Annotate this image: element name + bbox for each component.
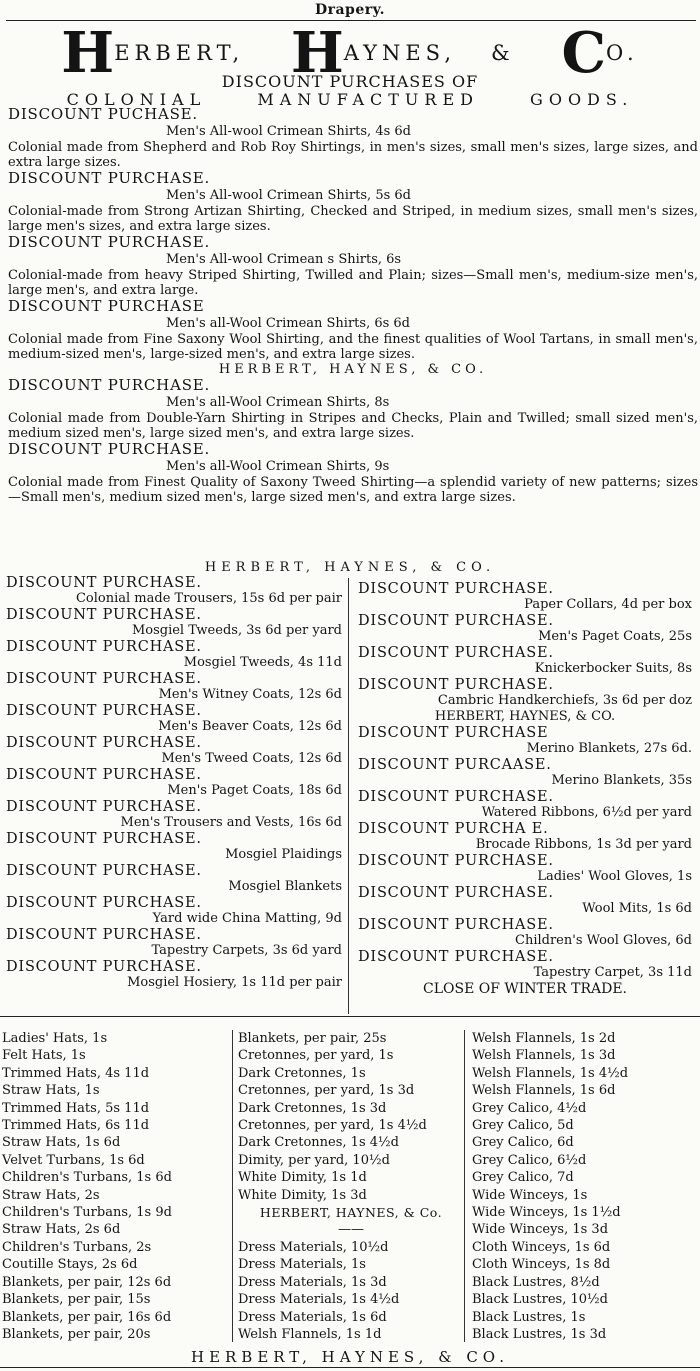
masthead-initial-h2: H <box>290 20 344 86</box>
list-item: Black Lustres, 1s <box>472 1309 586 1325</box>
list-item: Cloth Winceys, 1s 6d <box>472 1239 611 1255</box>
column-item: Men's Paget Coats, 25s <box>538 629 692 644</box>
list-item: Dress Materials, 1s 3d <box>238 1274 387 1290</box>
list-item: Trimmed Hats, 4s 11d <box>2 1065 150 1081</box>
discount-purchase-heading: DISCOUNT PURCHASE. <box>6 863 202 879</box>
discount-purchase-heading: DISCOUNT PURCHASE. <box>6 799 202 815</box>
column-item: Mosgiel Tweeds, 4s 11d <box>183 655 342 670</box>
list-item: Welsh Flannels, 1s 3d <box>472 1048 616 1064</box>
discount-purchase-heading: DISCOUNT PURCHASE. <box>6 767 202 783</box>
left-column <box>6 575 342 991</box>
column-item: Cambric Handkerchiefs, 3s 6d per doz <box>437 693 692 708</box>
column-item: Men's Witney Coats, 12s 6d <box>158 687 342 702</box>
shirt-description: Colonial made from Finest Quality of Saxony Tweed Shirting—a splendid variety of new patterns; sizes—Small men's, medium sized men's, large sized men's, and extra large sizes. <box>8 475 698 505</box>
firm-name-mid: HERBERT, HAYNES, & CO. <box>204 560 496 575</box>
list-item: Children's Turbans, 1s 6d <box>2 1170 172 1186</box>
list-item: Velvet Turbans, 1s 6d <box>2 1152 145 1168</box>
list-separator-dash: —— <box>338 1222 364 1238</box>
discount-purchase-heading: DISCOUNT PURCHASE. <box>8 376 211 394</box>
price-list-flannels-winceys <box>472 1030 698 1343</box>
shirt-description: Colonial-made from Strong Artizan Shirting, Checked and Striped, in medium sizes, small men's sizes, large men's sizes, and extra large sizes. <box>8 204 698 234</box>
shirt-block <box>8 234 698 298</box>
shirt-item: Men's All-wool Crimean Shirts, 4s 6d <box>166 124 411 139</box>
shirt-block <box>8 362 698 441</box>
firm-name: HERBERT, HAYNES, & Co. <box>259 1205 443 1221</box>
column-item: Mosgiel Blankets <box>228 879 342 894</box>
discount-purchase-heading: DISCOUNT PURCHASE. <box>6 703 202 719</box>
list-item: Black Lustres, 8½d <box>472 1274 600 1290</box>
discount-purchase-heading: DISCOUNT PURCHASE. <box>6 959 202 975</box>
list-item: Children's Turbans, 1s 9d <box>2 1205 172 1221</box>
column-item: Children's Wool Gloves, 6d <box>515 933 692 948</box>
discount-purchase-heading: DISCOUNT PURCHASE. <box>358 613 554 629</box>
discount-purchase-heading: DISCOUNT PURCHASE. <box>6 607 202 623</box>
shirt-description: Colonial made from Fine Saxony Wool Shirting, and the finest qualities of Wool Tartans, in small men's, medium-sized men's, large-sized men's, and extra large sizes. <box>8 332 698 362</box>
shirt-item: Men's all-Wool Crimean Shirts, 8s <box>166 395 390 410</box>
masthead-word-herbert: ERBERT, <box>114 41 245 65</box>
discount-purchase-heading: DISCOUNT PURCHASE. <box>6 639 202 655</box>
masthead-word-haynes: AYNES, <box>343 41 456 65</box>
masthead-ampersand: & <box>491 41 515 65</box>
column-item: Tapestry Carpets, 3s 6d yard <box>151 943 342 958</box>
subheading-colonial-goods: COLONIAL MANUFACTURED GOODS. <box>66 90 634 109</box>
bottom-rule <box>0 1367 700 1368</box>
discount-purchase-heading: DISCOUNT PURCHASE. <box>6 927 202 943</box>
discount-purchase-heading: DISCOUNT PURCHASE <box>358 725 549 741</box>
list-top-rule <box>0 1016 700 1017</box>
column-item: Watered Ribbons, 6½d per yard <box>481 805 692 820</box>
list-item: Black Lustres, 1s 3d <box>472 1326 607 1342</box>
masthead-word-co: O. <box>606 41 639 65</box>
masthead-initial-c: C <box>561 20 607 86</box>
discount-purchase-heading: DISCOUNT PURCHASE. <box>358 949 554 965</box>
discount-purchase-heading: DISCOUNT PURCHASE. <box>358 645 554 661</box>
list-divider-1 <box>232 1030 233 1342</box>
right-column <box>358 581 692 997</box>
column-item: Merino Blankets, 27s 6d. <box>526 741 692 756</box>
section-title: Drapery. <box>314 2 386 18</box>
discount-purchase-heading: DISCOUNT PURCHASE. <box>358 885 554 901</box>
list-item: Dark Cretonnes, 1s <box>238 1065 366 1081</box>
column-item: Men's Trousers and Vests, 16s 6d <box>120 815 342 830</box>
column-item: Colonial made Trousers, 15s 6d per pair <box>75 591 342 606</box>
discount-purchase-heading: DISCOUNT PURCHA E. <box>358 821 549 837</box>
column-item: Mosgiel Hosiery, 1s 11d per pair <box>127 975 342 990</box>
close-of-winter-trade: CLOSE OF WINTER TRADE. <box>423 981 627 997</box>
list-item: White Dimity, 1s 3d <box>238 1187 367 1203</box>
column-item: Brocade Ribbons, 1s 3d per yard <box>475 837 692 852</box>
subheading-discount-purchases: DISCOUNT PURCHASES OF <box>221 72 479 91</box>
list-divider-2 <box>464 1030 465 1342</box>
list-item: Blankets, per pair, 12s 6d <box>2 1274 172 1290</box>
list-item: Grey Calico, 6d <box>472 1135 574 1151</box>
column-item: Mosgiel Tweeds, 3s 6d per yard <box>131 623 342 638</box>
list-item: Grey Calico, 4½d <box>472 1100 587 1116</box>
discount-purchase-heading: DISCOUNT PURCHASE. <box>6 831 202 847</box>
price-list-hats-blankets <box>2 1030 228 1343</box>
shirt-item: Men's All-wool Crimean Shirts, 5s 6d <box>166 188 411 203</box>
list-item: Welsh Flannels, 1s 4½d <box>472 1065 629 1081</box>
discount-purchase-heading: DISCOUNT PURCHASE. <box>6 671 202 687</box>
list-item: Wide Winceys, 1s <box>472 1187 588 1203</box>
list-item: Welsh Flannels, 1s 1d <box>238 1326 382 1342</box>
list-item: Wide Winceys, 1s 1½d <box>472 1205 621 1221</box>
list-item: Cretonnes, per yard, 1s 4½d <box>238 1118 427 1134</box>
list-item: Black Lustres, 10½d <box>472 1292 608 1308</box>
list-item: Straw Hats, 1s 6d <box>2 1135 121 1151</box>
list-item: Dress Materials, 1s 6d <box>238 1309 387 1325</box>
discount-purchase-heading: DISCOUNT PURCHASE. <box>358 853 554 869</box>
column-item: Tapestry Carpet, 3s 11d <box>533 965 692 980</box>
column-item: Mosgiel Plaidings <box>225 847 342 862</box>
discount-purchase-heading: DISCOUNT PURCHASE. <box>358 581 554 597</box>
list-item: Blankets, per pair, 16s 6d <box>2 1309 172 1325</box>
shirt-item: Men's All-wool Crimean s Shirts, 6s <box>166 252 402 267</box>
list-item: Trimmed Hats, 5s 11d <box>2 1100 150 1116</box>
column-divider <box>348 578 349 1014</box>
discount-purchase-heading: DISCOUNT PURCHASE. <box>8 233 211 251</box>
discount-purchase-heading: DISCOUNT PURCHASE. <box>8 440 211 458</box>
shirt-block <box>8 170 698 234</box>
list-item: Felt Hats, 1s <box>2 1048 86 1064</box>
list-item: Wide Winceys, 1s 3d <box>472 1222 609 1238</box>
discount-purchase-heading: DISCOUNT PURCHASE. <box>358 917 554 933</box>
footer-firm-name: HERBERT, HAYNES, & CO. <box>190 1348 509 1366</box>
shirt-item: Men's all-Wool Crimean Shirts, 6s 6d <box>166 316 410 331</box>
list-item: Dress Materials, 10½d <box>238 1239 389 1255</box>
list-item: Grey Calico, 5d <box>472 1118 574 1134</box>
list-item: Dress Materials, 1s <box>238 1257 366 1273</box>
discount-purchase-heading: DISCOUNT PURCHASE. <box>6 575 202 591</box>
shirt-description: Colonial made from Shepherd and Rob Roy Shirtings, in men's sizes, small men's sizes, large sizes, and extra large sizes. <box>8 140 698 170</box>
discount-purchase-heading: DISCOUNT PURCHASE. <box>6 895 202 911</box>
column-item: Paper Collars, 4d per box <box>524 597 692 612</box>
column-item: Men's Paget Coats, 18s 6d <box>167 783 342 798</box>
shirt-description: Colonial-made from heavy Striped Shirting, Twilled and Plain; sizes—Small men's, medium-size men's, large men's, and extra large. <box>8 268 698 298</box>
price-list-cretonnes-dress <box>238 1030 464 1343</box>
discount-purchase-heading: DISCOUNT PURCHASE. <box>358 677 554 693</box>
shirt-listings <box>8 106 698 505</box>
list-item: Cretonnes, per yard, 1s <box>238 1048 394 1064</box>
shirt-block <box>8 106 698 170</box>
list-item: Blankets, per pair, 25s <box>238 1031 387 1046</box>
list-item: Children's Turbans, 2s <box>2 1239 152 1255</box>
list-item: Blankets, per pair, 15s <box>2 1292 151 1308</box>
list-item: Cloth Winceys, 1s 8d <box>472 1257 611 1273</box>
list-item: Coutille Stays, 2s 6d <box>2 1257 138 1273</box>
shirt-block <box>8 441 698 505</box>
column-item: Men's Tweed Coats, 12s 6d <box>161 751 342 766</box>
firm-name: HERBERT, HAYNES, & CO. <box>434 709 616 724</box>
list-item: Welsh Flannels, 1s 2d <box>472 1031 616 1046</box>
shirt-item: Men's all-Wool Crimean Shirts, 9s <box>166 459 390 474</box>
list-item: White Dimity, 1s 1d <box>238 1170 367 1186</box>
column-item: Knickerbocker Suits, 8s <box>534 661 692 676</box>
firm-name: HERBERT, HAYNES, & CO. <box>218 362 488 377</box>
list-item: Blankets, per pair, 20s <box>2 1326 151 1342</box>
column-item: Wool Mits, 1s 6d <box>582 901 692 916</box>
list-item: Dress Materials, 1s 4½d <box>238 1292 400 1308</box>
discount-purchase-heading: DISCOUNT PURCHASE <box>8 297 205 315</box>
list-item: Straw Hats, 1s <box>2 1083 100 1099</box>
discount-purchase-heading: DISCOUNT PUCHASE. <box>8 105 198 123</box>
list-item: Dimity, per yard, 10½d <box>238 1152 390 1168</box>
column-item: Yard wide China Matting, 9d <box>152 911 342 926</box>
list-item: Cretonnes, per yard, 1s 3d <box>238 1083 415 1099</box>
list-item: Dark Cretonnes, 1s 4½d <box>238 1135 399 1151</box>
shirt-block <box>8 298 698 362</box>
column-item: Merino Blankets, 35s <box>551 773 692 788</box>
list-item: Dark Cretonnes, 1s 3d <box>238 1100 387 1116</box>
shirt-description: Colonial made from Double-Yarn Shirting in Stripes and Checks, Plain and Twilled; small sized men's, medium sized men's, large sized men's, and extra large sizes. <box>8 411 698 441</box>
discount-purchase-heading: DISCOUNT PURCHASE. <box>6 735 202 751</box>
list-item: Straw Hats, 2s 6d <box>2 1222 121 1238</box>
list-item: Welsh Flannels, 1s 6d <box>472 1083 616 1099</box>
masthead-initial-h1: H <box>61 20 115 86</box>
column-item: Ladies' Wool Gloves, 1s <box>537 869 692 884</box>
list-item: Straw Hats, 2s <box>2 1187 100 1203</box>
discount-purchase-heading: DISCOUNT PURCAASE. <box>358 757 552 773</box>
column-item: Men's Beaver Coats, 12s 6d <box>158 719 342 734</box>
list-item: Grey Calico, 6½d <box>472 1152 587 1168</box>
discount-purchase-heading: DISCOUNT PURCHASE. <box>8 169 211 187</box>
list-item: Grey Calico, 7d <box>472 1170 574 1186</box>
discount-purchase-heading: DISCOUNT PURCHASE. <box>358 789 554 805</box>
list-item: Ladies' Hats, 1s <box>2 1031 108 1046</box>
list-item: Trimmed Hats, 6s 11d <box>2 1118 150 1134</box>
